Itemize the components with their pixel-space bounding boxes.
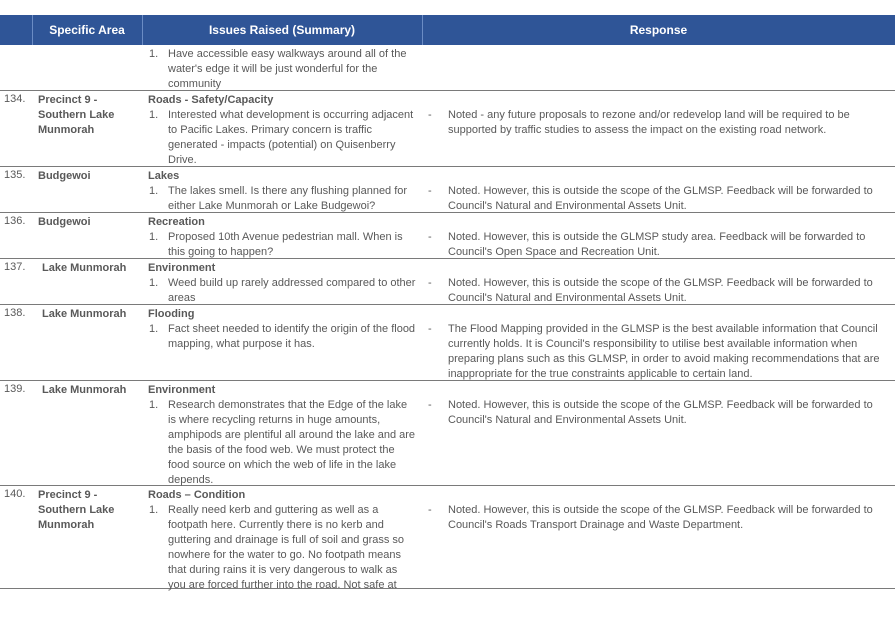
issue-text: Research demonstrates that the Edge of the lake is where recycling returns in huge amounts, amphipods are plentiful all around the lake and are the basis of the food web. We must protect the food source on which the web of life in the lake depends. — [168, 399, 416, 486]
table-row — [0, 305, 895, 381]
table-row — [0, 486, 895, 589]
response-item — [428, 503, 890, 533]
issue-cell — [148, 169, 418, 214]
issue-title: Environment — [148, 384, 216, 396]
specific-area: Lake Munmorah — [42, 308, 127, 320]
response-dash: - — [428, 277, 432, 289]
response-item — [428, 230, 890, 260]
issue-title: Roads - Safety/Capacity — [148, 94, 274, 106]
header-issues-raised: Issues Raised (Summary) — [208, 23, 356, 37]
issue-item — [148, 184, 418, 214]
table-row — [0, 91, 895, 167]
issue-item — [148, 503, 418, 593]
header-divider — [32, 15, 33, 45]
row-number: 136. — [4, 215, 26, 227]
issue-title: Environment — [148, 262, 216, 274]
issue-item-number: 1. — [149, 109, 159, 121]
specific-area: Lake Munmorah — [42, 384, 127, 396]
issue-cell — [148, 383, 418, 488]
response-text: The Flood Mapping provided in the GLMSP is the best available information that Council currently holds. It is Council's responsibility to utilise best available information when preparing plans such as this GLMSP, in order to avoid making recommendations that are inappropriate for the true constraints applicable to certain land. — [448, 323, 880, 380]
response-cell — [428, 503, 890, 533]
row-number: 137. — [4, 261, 26, 273]
table-row — [0, 167, 895, 213]
specific-area: Budgewoi — [38, 170, 91, 182]
table-row — [0, 259, 895, 305]
response-item — [428, 322, 890, 382]
response-text: Noted. However, this is outside the scope of the GLMSP. Feedback will be forwarded to Council's Natural and Environmental Assets Unit. — [448, 399, 873, 426]
specific-area: Lake Munmorah — [42, 262, 127, 274]
table-header — [0, 15, 895, 45]
row-number: 138. — [4, 307, 26, 319]
response-dash: - — [428, 504, 432, 516]
issue-text: The lakes smell. Is there any flushing planned for either Lake Munmorah or Lake Budgewoi? — [168, 185, 408, 212]
issue-cell — [148, 93, 418, 168]
issue-cell — [148, 307, 418, 352]
response-item — [428, 398, 890, 428]
response-item — [428, 108, 890, 138]
response-cell — [428, 108, 890, 138]
issue-item-number: 1. — [149, 231, 159, 243]
response-cell — [428, 322, 890, 382]
response-text: Noted. However, this is outside the scope of the GLMSP. Feedback will be forwarded to Council's Roads Transport Drainage and Waste Department. — [448, 504, 873, 531]
specific-area: Precinct 9 - Southern Lake Munmorah — [38, 94, 115, 136]
issue-item — [148, 47, 418, 92]
response-cell — [428, 398, 890, 428]
issue-text: Interested what development is occurring adjacent to Pacific Lakes. Primary concern is traffic generated - impacts (potential) on Quisenberry Drive. — [168, 109, 414, 166]
response-text: Noted. However, this is outside the GLMSP study area. Feedback will be forwarded to Council's Open Space and Recreation Unit. — [448, 231, 866, 258]
issue-item-number: 1. — [149, 504, 159, 516]
response-text: Noted. However, this is outside the scope of the GLMSP. Feedback will be forwarded to Council's Natural and Environmental Assets Unit. — [448, 185, 873, 212]
issue-item — [148, 398, 418, 488]
table-row — [0, 45, 895, 91]
response-cell — [428, 276, 890, 306]
response-item — [428, 184, 890, 214]
response-text: Noted. However, this is outside the scope of the GLMSP. Feedback will be forwarded to Council's Natural and Environmental Assets Unit. — [448, 277, 873, 304]
issue-item — [148, 108, 418, 168]
issue-item-number: 1. — [149, 323, 159, 335]
issue-text: Really need kerb and guttering as well as a footpath here. Currently there is no kerb and guttering and drainage is full of soil and grass so nowhere for the water to go. No footpath means that during rains it is very dangerous to walk as you are forced further into the road. Not safe at — [168, 504, 405, 591]
response-dash: - — [428, 323, 432, 335]
issue-item-number: 1. — [149, 277, 159, 289]
issue-cell — [148, 488, 418, 593]
issue-cell — [148, 215, 418, 260]
issue-text: Have accessible easy walkways around all of the water's edge it will be just wonderful for the community — [168, 48, 407, 90]
table-row — [0, 213, 895, 259]
issue-text: Proposed 10th Avenue pedestrian mall. When is this going to happen? — [168, 231, 403, 258]
issue-item — [148, 322, 418, 352]
issue-item — [148, 276, 418, 306]
row-number: 139. — [4, 383, 26, 395]
row-number: 134. — [4, 93, 26, 105]
table-row — [0, 381, 895, 486]
response-text: Noted - any future proposals to rezone and/or redevelop land will be required to be supported by traffic studies to assess the impact on the existing road network. — [448, 109, 850, 136]
issue-title: Recreation — [148, 216, 205, 228]
header-response: Response — [629, 23, 688, 37]
issue-text: Weed build up rarely addressed compared to other areas — [168, 277, 416, 304]
issue-item-number: 1. — [149, 185, 159, 197]
issue-text: Fact sheet needed to identify the origin of the flood mapping, what purpose it has. — [168, 323, 416, 350]
header-specific-area: Specific Area — [49, 23, 125, 37]
response-dash: - — [428, 231, 432, 243]
row-number: 140. — [4, 488, 26, 500]
issue-title: Lakes — [148, 170, 180, 182]
issue-item-number: 1. — [149, 48, 159, 60]
response-dash: - — [428, 109, 432, 121]
row-number: 135. — [4, 169, 26, 181]
specific-area: Budgewoi — [38, 216, 91, 228]
response-item — [428, 276, 890, 306]
issue-item — [148, 230, 418, 260]
response-cell — [428, 230, 890, 260]
response-dash: - — [428, 185, 432, 197]
issue-cell — [148, 47, 418, 92]
issue-cell — [148, 261, 418, 306]
response-cell — [428, 184, 890, 214]
issue-title: Flooding — [148, 308, 195, 320]
response-dash: - — [428, 399, 432, 411]
issue-item-number: 1. — [149, 399, 159, 411]
specific-area: Precinct 9 - Southern Lake Munmorah — [38, 489, 115, 531]
issue-title: Roads – Condition — [148, 489, 246, 501]
